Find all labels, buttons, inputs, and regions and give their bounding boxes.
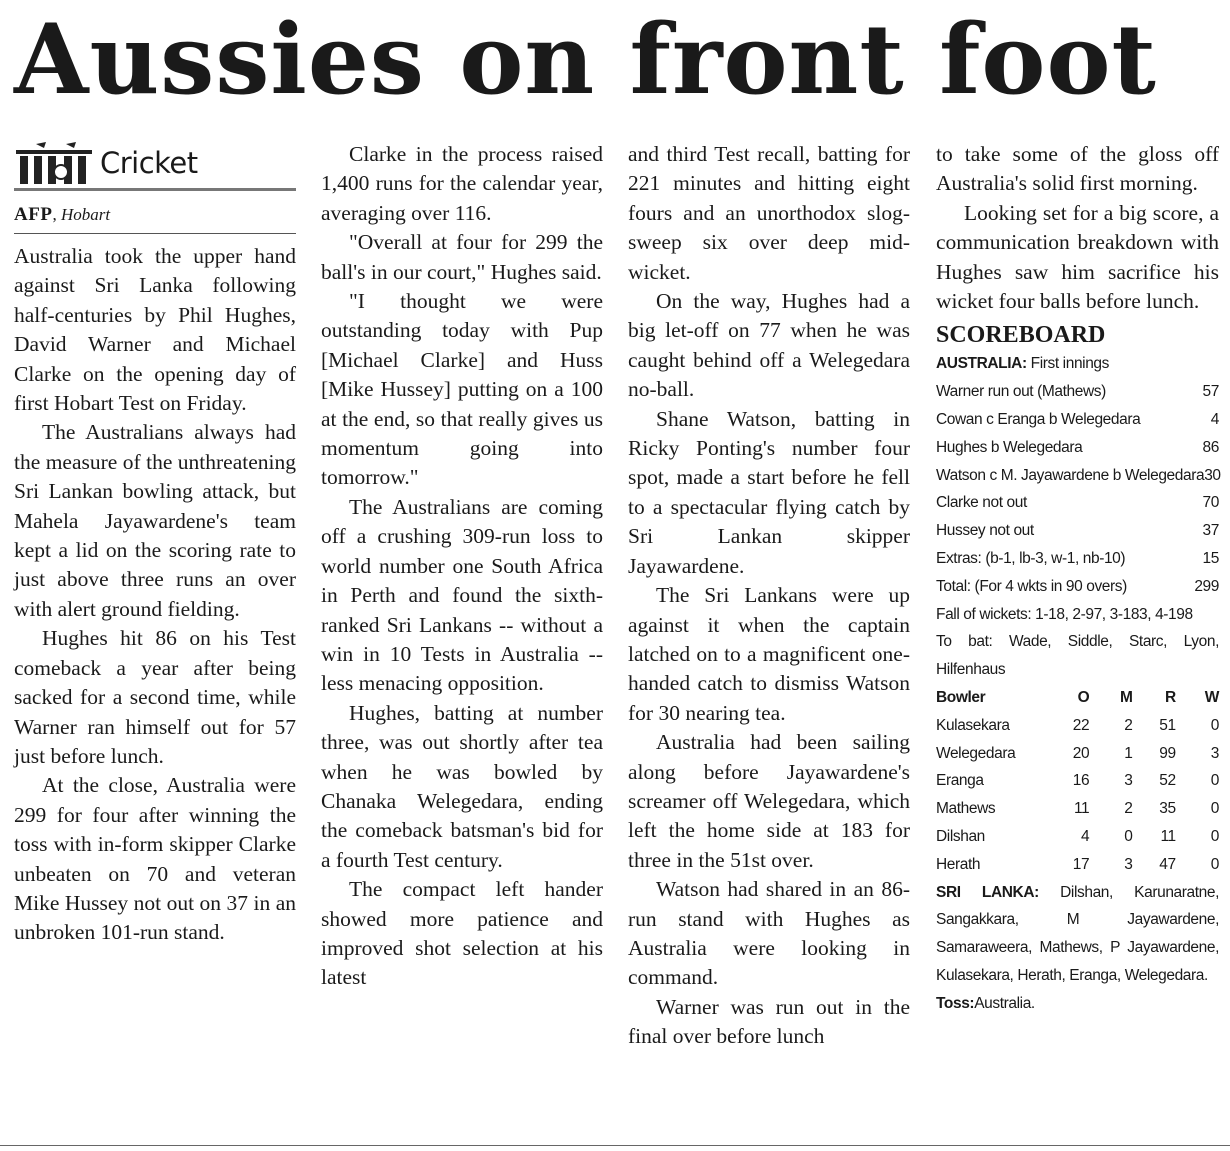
batting-name: Watson c M. Jayawardene b Welegedara: [936, 466, 1205, 484]
article-column-4: [936, 140, 1219, 1018]
sri-lanka-squad: [936, 879, 1219, 990]
batting-name: Extras: (b-1, lb-3, w-1, nb-10): [936, 550, 1126, 568]
byline: AFP, Hobart: [14, 201, 296, 234]
bowling-figure: 16: [1072, 772, 1090, 790]
paragraph: Warner was run out in the final over before lunch: [628, 994, 910, 1049]
bowling-header-cell: R: [1164, 689, 1176, 706]
bowling-figure: 20: [1072, 744, 1090, 762]
paragraph: At the close, Australia were 299 for four after winning the toss with in-form skipper Clarke unbeaten on 70 and veteran Mike Hussey not out on 37 in an unbroken 101-run stand.: [14, 773, 296, 945]
section-header: [14, 140, 296, 191]
paragraph: Australia took the upper hand against Sri Lanka following half-centuries by Phil Hughes, David Warner and Michael Clarke on the opening day of first Hobart Test on Friday.: [14, 244, 296, 416]
bowling-header-cell: O: [1077, 689, 1090, 706]
batting-runs: 4: [1210, 411, 1219, 429]
bowling-figure: 0: [1210, 827, 1219, 845]
bowling-header-cell: M: [1119, 689, 1133, 706]
toss: [936, 990, 1219, 1018]
paragraph: The Australians are coming off a crushing 309-run loss to world number one South Africa in Perth and found the sixth-ranked Sri Lankans -- without a win in 10 Tests in Australia -- less menacing opposition.: [321, 494, 603, 696]
sri-lanka-players: Dilshan, Karunaratne, Sangakkara, M Jayawardene, Samaraweera, Mathews, P Jayawardene, Kulasekara, Herath, Eranga, Welegedara.: [936, 883, 1219, 984]
paragraph: "Overall at four for 299 the ball's in our court," Hughes said.: [321, 230, 603, 284]
bowling-figure: 51: [1159, 716, 1176, 734]
batting-row: [936, 545, 1219, 573]
bowler-name: Mathews: [936, 800, 996, 818]
batting-runs: 15: [1202, 550, 1219, 568]
innings-label: First innings: [1030, 355, 1109, 373]
batting-row: [936, 434, 1219, 462]
bowling-figure: 17: [1072, 855, 1090, 873]
bowling-figure: 1: [1124, 744, 1133, 762]
to-bat: To bat: Wade, Siddle, Starc, Lyon, Hilfenhaus: [936, 633, 1219, 679]
paragraph: and third Test recall, batting for 221 minutes and hitting eight fours and an unorthodox slog-sweep six over deep mid-wicket.: [628, 142, 910, 284]
batting-runs: 86: [1202, 438, 1219, 456]
bowling-header-cell: Bowler: [936, 689, 986, 706]
headline: Aussies on front foot: [14, 3, 1157, 116]
bowling-figure: 52: [1159, 772, 1176, 790]
batting-row: [936, 378, 1219, 406]
bowler-name: Kulasekara: [936, 716, 1010, 734]
section-label: Cricket: [100, 146, 198, 181]
paragraph: Australia had been sailing along before Jayawardene's screamer off Welegedara, which left the home side at 183 for three in the 51st over.: [628, 730, 910, 872]
sri-lanka-label: SRI LANKA:: [936, 883, 1039, 901]
bowling-row: [936, 795, 1219, 823]
team-label: AUSTRALIA:: [936, 355, 1027, 373]
bowler-name: Herath: [936, 855, 981, 873]
batting-row: [936, 517, 1219, 545]
batting-runs: 299: [1194, 577, 1219, 595]
batting-row: [936, 462, 1219, 490]
paragraph: The Sri Lankans were up against it when the captain latched on to a magnificent one-handed catch to dismiss Watson for 30 nearing tea.: [628, 583, 910, 725]
bowling-figure: 0: [1124, 827, 1133, 845]
bowling-row: [936, 823, 1219, 851]
bowling-figure: 2: [1124, 716, 1133, 734]
paragraph: Shane Watson, batting in Ricky Ponting's number four spot, made a start before he fell to a spectacular flying catch by Sri Lankan skipper Jayawardene.: [628, 406, 910, 578]
bowling-figure: 3: [1124, 772, 1133, 790]
batting-runs: 37: [1202, 522, 1219, 540]
bowling-figure: 3: [1124, 855, 1133, 873]
bowling-header-cell: W: [1204, 689, 1219, 706]
paragraph: "I thought we were outstanding today with Pup [Michael Clarke] and Huss [Mike Hussey] putting on a 100 at the end, so that really gives us momentum going into tomorrow.": [321, 289, 603, 490]
bowling-row: [936, 767, 1219, 795]
byline-agency: AFP: [14, 204, 53, 225]
batting-row: [936, 573, 1219, 601]
toss-label: Toss:: [936, 994, 975, 1012]
paragraph: On the way, Hughes had a big let-off on 77 when he was caught behind off a Welegedara no-ball.: [628, 289, 910, 402]
batting-runs: 57: [1202, 383, 1219, 401]
bowling-figure: 4: [1081, 827, 1090, 845]
bowling-figure: 0: [1210, 855, 1219, 873]
paragraph: Clarke in the process raised 1,400 runs for the calendar year, averaging over 116.: [321, 142, 603, 225]
batting-name: Cowan c Eranga b Welegedara: [936, 411, 1141, 429]
batting-row: [936, 489, 1219, 517]
bowling-figure: 35: [1159, 800, 1176, 818]
byline-place: Hobart: [60, 205, 111, 224]
bowling-figure: 22: [1072, 716, 1090, 734]
scoreboard: [936, 350, 1219, 1017]
bottom-rule: [0, 1145, 1230, 1146]
batting-name: Total: (For 4 wkts in 90 overs): [936, 577, 1127, 595]
bowling-row: [936, 740, 1219, 768]
bowling-row: [936, 712, 1219, 740]
bowling-figure: 11: [1160, 827, 1176, 845]
batting-runs: 30: [1204, 466, 1221, 484]
batting-name: Clarke not out: [936, 494, 1027, 512]
bowling-row: [936, 851, 1219, 879]
bowling-figure: 0: [1210, 716, 1219, 734]
article-column-2: [321, 140, 603, 993]
bowling-figure: 11: [1073, 800, 1090, 818]
batting-name: Warner run out (Mathews): [936, 383, 1106, 401]
bowling-figure: 99: [1159, 744, 1176, 762]
batting-name: Hughes b Welegedara: [936, 438, 1083, 456]
toss-value: Australia.: [974, 994, 1035, 1012]
bowling-figure: 0: [1210, 772, 1219, 790]
paragraph: The compact left hander showed more patience and improved shot selection at his latest: [321, 877, 603, 990]
paragraph: Hughes, batting at number three, was out shortly after tea when he was bowled by Chanaka Welegedara, ending the comeback batsman's bid for a fourth Test century.: [321, 700, 603, 872]
batting-list: [936, 378, 1219, 600]
fall-of-wickets: Fall of wickets: 1-18, 2-97, 3-183, 4-198: [936, 605, 1193, 623]
bowling-figure: 2: [1124, 800, 1133, 818]
paragraph: The Australians always had the measure of the unthreatening Sri Lankan bowling attack, but Mahela Jayawardene's team kept a lid on the scoring rate to just above three runs an over with alert ground fielding.: [14, 420, 296, 621]
bowler-name: Welegedara: [936, 744, 1016, 762]
cricket-stumps-icon: [14, 142, 94, 186]
scoreboard-team-heading: [936, 350, 1219, 378]
batting-row: [936, 406, 1219, 434]
paragraph: Hughes hit 86 on his Test comeback a year after being sacked for a second time, while Warner ran himself out for 57 just before lunch.: [14, 626, 296, 768]
bowler-name: Dilshan: [936, 827, 985, 845]
batting-runs: 70: [1202, 494, 1219, 512]
bowling-figure: 3: [1210, 744, 1219, 762]
paragraph: Looking set for a big score, a communication breakdown with Hughes saw him sacrifice his wicket four balls before lunch.: [936, 200, 1219, 314]
bowling-header: [936, 684, 1219, 712]
scoreboard-title: SCOREBOARD: [936, 322, 1106, 349]
bowling-figure: 47: [1159, 855, 1176, 873]
batting-name: Hussey not out: [936, 522, 1034, 540]
article-column-3: [628, 140, 910, 1052]
bowling-figure: 0: [1210, 800, 1219, 818]
article-column-1: [14, 140, 296, 948]
paragraph: to take some of the gloss off Australia's solid first morning.: [936, 142, 1219, 196]
bowler-name: Eranga: [936, 772, 984, 790]
paragraph: Watson had shared in an 86-run stand with Hughes as Australia were looking in command.: [628, 877, 910, 990]
bowling-table: [936, 684, 1219, 879]
